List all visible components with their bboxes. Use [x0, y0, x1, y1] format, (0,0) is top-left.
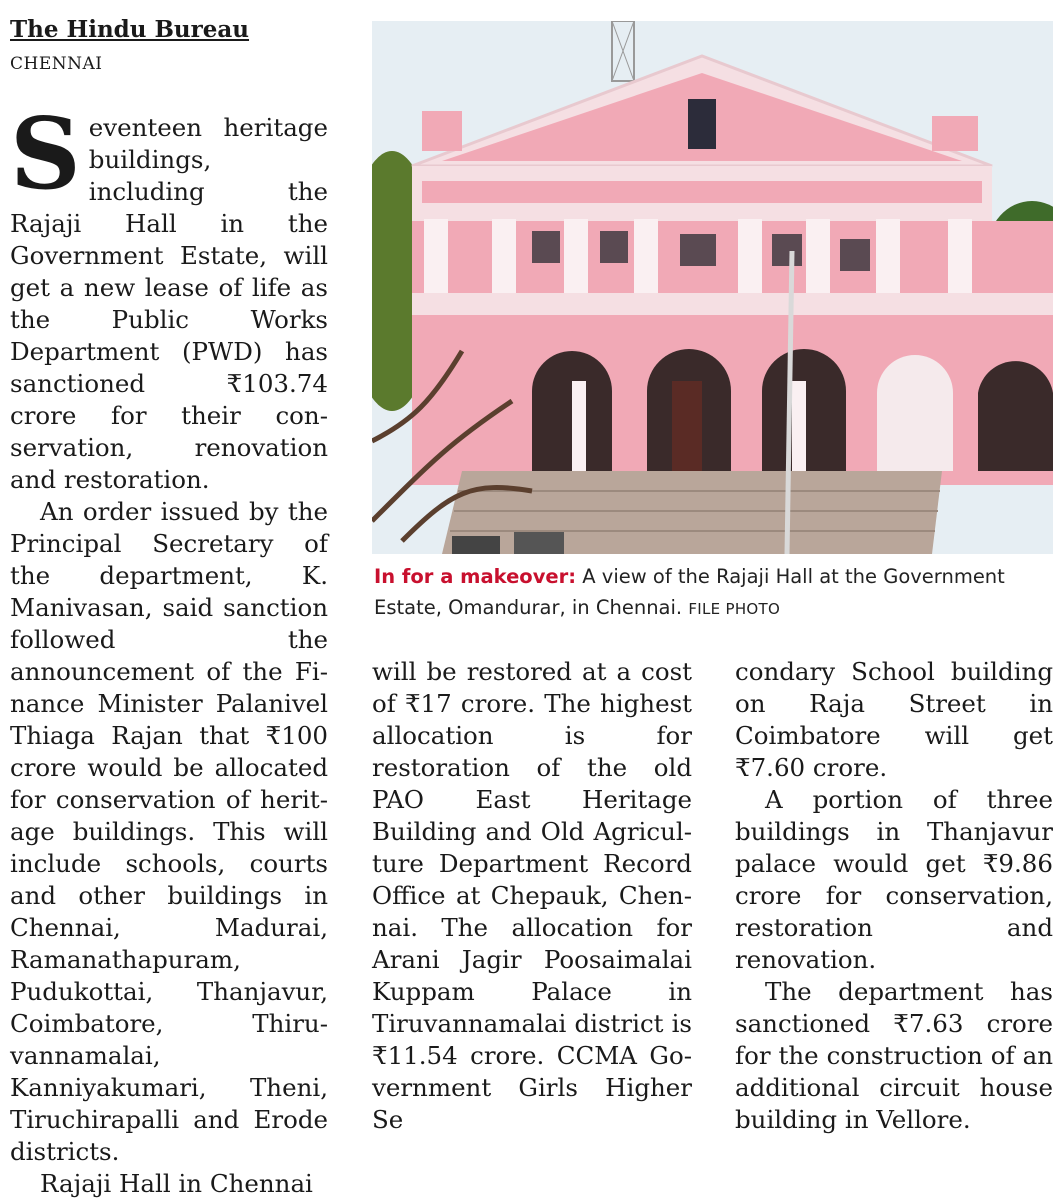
- drop-cap: S: [10, 97, 81, 212]
- paragraph: Rajaji Hall in Chennai: [40, 1169, 313, 1198]
- rajaji-hall-photo: [372, 21, 1053, 554]
- article-column-2: [372, 656, 692, 1136]
- rajaji-hall-illustration: [372, 21, 1053, 554]
- paragraph: A portion of three buildings in Thanjavur palace would get ₹9.86 crore for conservation, restoration and renovation.: [735, 785, 1053, 974]
- article-column-1: [10, 97, 328, 1200]
- paragraph: The department has sanctioned ₹7.63 crore for the construction of an additional circuit house building in Vellore.: [735, 977, 1053, 1134]
- lead-paragraph-text: eventeen heritage buildings, including the Rajaji Hall in the Government Estate, will get a new lease of life as the Public Works Department (PWD) has sanctioned ₹103.74 crore for their conservation, renovation and restoration.: [10, 113, 328, 494]
- article-column-3: [735, 656, 1053, 1136]
- byline: The Hindu Bureau: [10, 16, 250, 43]
- paragraph: condary School building on Raja Street in Coimbatore will get ₹7.60 crore.: [735, 657, 1053, 782]
- photo-credit: FILE PHOTO: [688, 600, 781, 618]
- dateline: CHENNAI: [10, 54, 103, 74]
- caption-text: A view of the Rajaji Hall at the Government Estate, Omandurar, in Chennai.: [374, 565, 1005, 619]
- photo-caption: [374, 561, 1054, 625]
- caption-headline: In for a makeover:: [374, 565, 577, 588]
- lead-paragraph: [10, 97, 328, 496]
- paragraph: will be restored at a cost of ₹17 crore. The highest allocation is for restoration of the old PAO East Heritage Building and Old Agriculture Department Record Office at Chepauk, Chennai. The allocation for Arani Jagir Poosaimalai Kuppam Palace in Tiruvannamalai district is ₹11.54 crore. CCMA Government Girls Higher Se: [372, 657, 692, 1134]
- paragraph: An order issued by the Principal Secretary of the department, K. Manivasan, said sanction followed the announcement of the Finance Minister Palanivel Thiaga Rajan that ₹100 crore would be allocated for conservation of heritage buildings. This will include schools, courts and other buildings in Chennai, Madurai, Ramanathapuram, Pudukottai, Thanjavur, Coimbatore, Thiruvannamalai, Kanniyakumari, Theni, Tiruchirapalli and Erode districts.: [10, 497, 328, 1166]
